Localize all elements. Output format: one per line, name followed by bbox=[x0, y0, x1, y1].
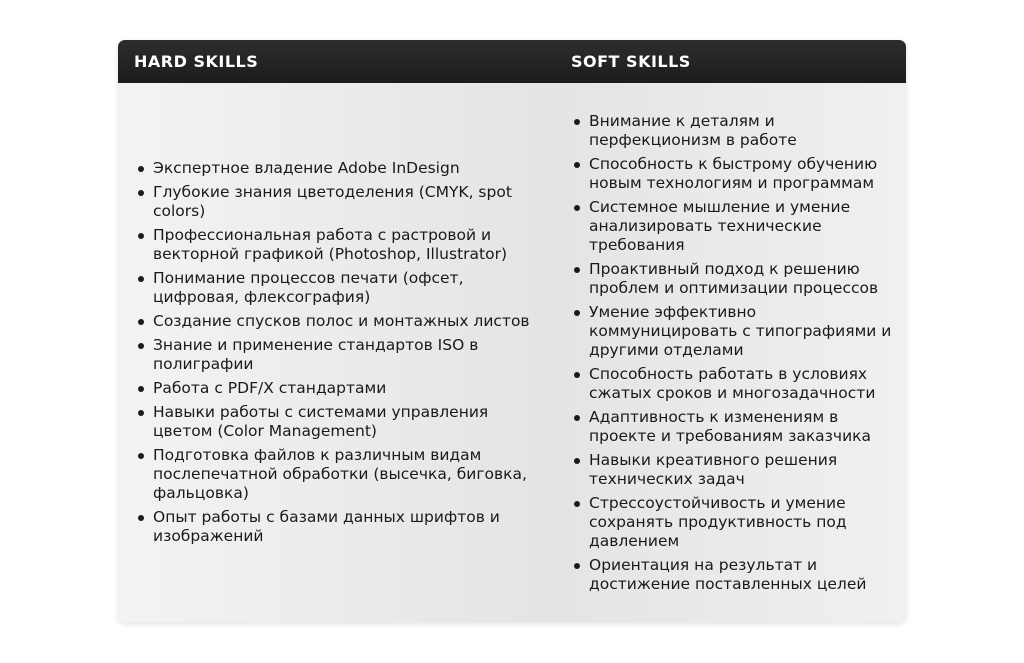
soft-skill-item: Ориентация на результат и достижение поставленных целей bbox=[571, 556, 901, 594]
soft-skill-item: Способность работать в условиях сжатых сроков и многозадачности bbox=[571, 365, 901, 403]
hard-skills-column bbox=[118, 83, 556, 622]
hard-skill-item: Создание спусков полос и монтажных листов bbox=[135, 312, 545, 331]
soft-skill-item: Проактивный подход к решению проблем и оптимизации процессов bbox=[571, 260, 901, 298]
hard-skill-item: Опыт работы с базами данных шрифтов и изображений bbox=[135, 508, 545, 546]
hard-skill-item: Знание и применение стандартов ISO в полиграфии bbox=[135, 336, 545, 374]
hard-skill-item: Подготовка файлов к различным видам послепечатной обработки (высечка, биговка, фальцовка) bbox=[135, 446, 545, 503]
hard-skill-item: Экспертное владение Adobe InDesign bbox=[135, 159, 545, 178]
soft-skill-item: Стрессоустойчивость и умение сохранять продуктивность под давлением bbox=[571, 494, 901, 551]
hard-skills-header: HARD SKILLS bbox=[134, 52, 259, 71]
soft-skill-item: Навыки креативного решения технических задач bbox=[571, 451, 901, 489]
skills-table bbox=[118, 40, 906, 622]
soft-skills-column bbox=[556, 83, 906, 622]
soft-skills-list bbox=[556, 112, 901, 594]
hard-skill-item: Глубокие знания цветоделения (CMYK, spot colors) bbox=[135, 183, 545, 221]
soft-skill-item: Умение эффективно коммуницировать с типографиями и другими отделами bbox=[571, 303, 901, 360]
soft-skill-item: Системное мышление и умение анализировать технические требования bbox=[571, 198, 901, 255]
soft-skill-item: Внимание к деталям и перфекционизм в работе bbox=[571, 112, 901, 150]
hard-skill-item: Работа с PDF/X стандартами bbox=[135, 379, 545, 398]
hard-skills-list bbox=[118, 159, 545, 546]
soft-skill-item: Способность к быстрому обучению новым технологиям и программам bbox=[571, 155, 901, 193]
soft-skill-item: Адаптивность к изменениям в проекте и требованиям заказчика bbox=[571, 408, 901, 446]
hard-skill-item: Понимание процессов печати (офсет, цифровая, флексография) bbox=[135, 269, 545, 307]
hard-skill-item: Навыки работы с системами управления цветом (Color Management) bbox=[135, 403, 545, 441]
hard-skill-item: Профессиональная работа с растровой и векторной графикой (Photoshop, Illustrator) bbox=[135, 226, 545, 264]
soft-skills-header: SOFT SKILLS bbox=[571, 52, 691, 71]
table-header bbox=[118, 40, 906, 83]
